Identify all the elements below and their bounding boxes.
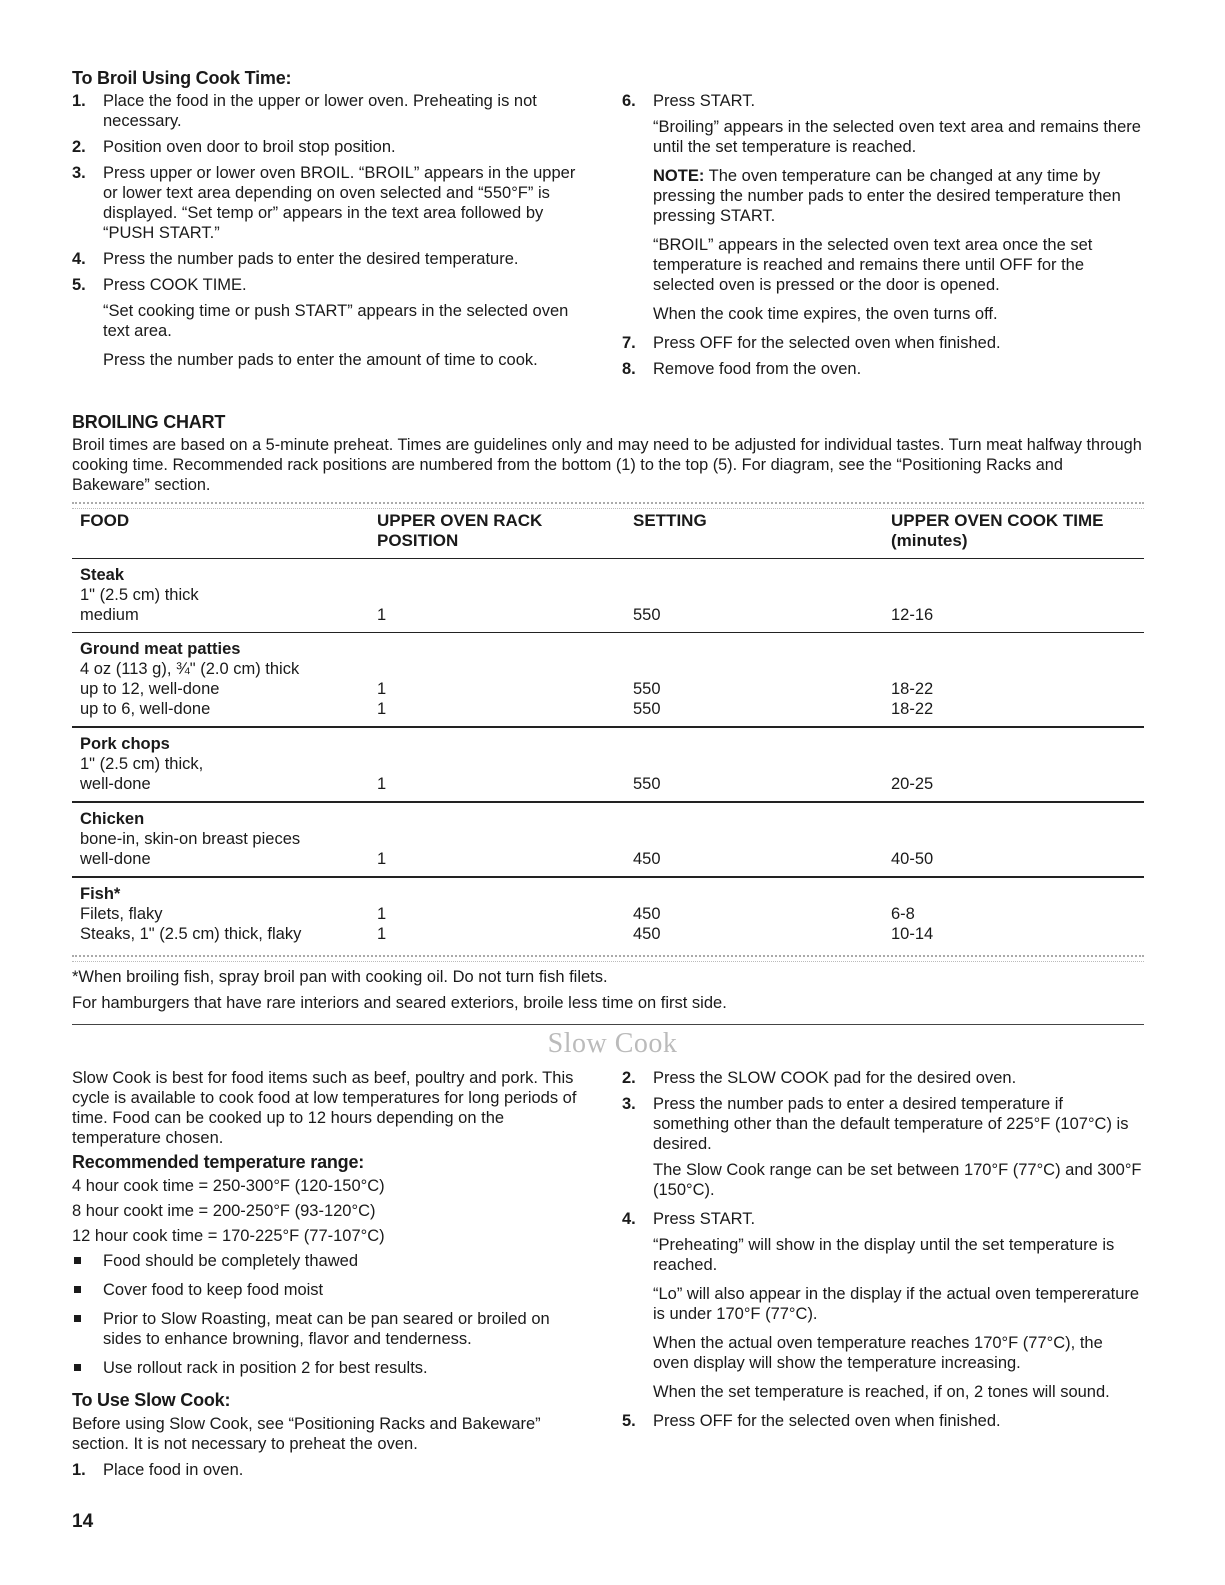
table-cell-time: 40-50 bbox=[891, 850, 934, 868]
step-text: Place the food in the upper or lower oven. Preheating is not necessary. bbox=[103, 92, 537, 130]
step-item bbox=[72, 91, 582, 131]
bullet-list bbox=[72, 1251, 592, 1378]
bullet-square-icon bbox=[74, 1257, 81, 1264]
bullet-text: Use rollout rack in position 2 for best results. bbox=[103, 1359, 428, 1377]
broil-cook-time-left bbox=[72, 68, 582, 379]
bullet-item bbox=[72, 1309, 592, 1349]
table-cell-time: 20-25 bbox=[891, 775, 934, 793]
table-row bbox=[72, 633, 1144, 660]
chart-heading: BROILING CHART bbox=[72, 412, 226, 432]
step-number: 3. bbox=[72, 164, 86, 182]
food-group-name bbox=[72, 877, 1144, 904]
step-item bbox=[72, 163, 582, 243]
range-item: 4 hour cook time = 250-300°F (120-150°C) bbox=[72, 1177, 385, 1195]
step-text: Press the number pads to enter the desired temperature. bbox=[103, 250, 519, 268]
note-paragraph bbox=[653, 166, 1142, 226]
table-cell-time: 18-22 bbox=[891, 700, 934, 718]
step-text: Press OFF for the selected oven when finished. bbox=[653, 334, 1001, 352]
step-number: 2. bbox=[622, 1069, 636, 1087]
step-note: “Lo” will also appear in the display if the actual oven tempererature is under 170°F (77°C). bbox=[653, 1285, 1140, 1323]
step-text: Press START. bbox=[653, 92, 756, 110]
table-cell-setting: 550 bbox=[633, 680, 661, 698]
step-text: Press OFF for the selected oven when finished. bbox=[653, 1412, 1001, 1430]
step-item bbox=[72, 1460, 592, 1480]
table-cell-food: 1" (2.5 cm) thick bbox=[80, 586, 199, 604]
chart-footnote: For hamburgers that have rare interiors and seared exteriors, broile less time on first side. bbox=[72, 994, 727, 1012]
bullet-text: Food should be completely thawed bbox=[103, 1252, 358, 1270]
table-cell-rack: 1 bbox=[377, 775, 387, 793]
table-cell-rack: 1 bbox=[377, 925, 387, 943]
table-cell-time: 10-14 bbox=[891, 925, 934, 943]
use-heading: To Use Slow Cook: bbox=[72, 1390, 231, 1410]
table-cell-setting: 550 bbox=[633, 606, 661, 624]
table-cell-food: well-done bbox=[80, 850, 151, 868]
range-item: 8 hour cookt ime = 200-250°F (93-120°C) bbox=[72, 1202, 376, 1220]
use-intro: Before using Slow Cook, see “Positioning Racks and Bakeware” section. It is not necessary to preheat the oven. bbox=[72, 1415, 541, 1453]
broiling-table bbox=[72, 509, 1144, 951]
table-row bbox=[72, 727, 1144, 754]
table-cell-food: Filets, flaky bbox=[80, 905, 163, 923]
broil-cook-time-right bbox=[622, 91, 1142, 385]
slow-cook-intro: Slow Cook is best for food items such as beef, poultry and pork. This cycle is available to cook food at low temperatures for long periods of time. Food can be cooked up to 12 hours depending on the temperature chosen. bbox=[72, 1069, 577, 1147]
step-note: Press the number pads to enter the amount of time to cook. bbox=[103, 351, 538, 369]
food-group-label: Fish* bbox=[80, 885, 121, 903]
chart-intro: Broil times are based on a 5-minute preheat. Times are guidelines only and may need to be adjusted for individual tastes. Turn meat halfway through cooking time. Recommended rack positions are numbered from the bottom (1) to the top (5). For diagram, see the “Positioning Racks and Bakeware” section. bbox=[72, 436, 1142, 494]
section-divider bbox=[72, 1024, 1144, 1025]
step-number: 2. bbox=[72, 138, 86, 156]
table-cell-setting: 550 bbox=[633, 700, 661, 718]
table-row bbox=[72, 585, 1144, 605]
step-item bbox=[622, 91, 1142, 111]
step-list bbox=[72, 91, 582, 295]
step-item bbox=[72, 137, 582, 157]
table-row bbox=[72, 877, 1144, 904]
step-item bbox=[622, 1068, 1142, 1088]
step-note: “Set cooking time or push START” appears in the selected oven text area. bbox=[103, 302, 569, 340]
step-text: Remove food from the oven. bbox=[653, 360, 862, 378]
table-cell-time bbox=[883, 585, 1144, 605]
table-cell-rack bbox=[369, 585, 625, 605]
table-cell-setting bbox=[625, 585, 883, 605]
slow-cook-right bbox=[622, 1068, 1142, 1437]
table-row bbox=[72, 904, 1144, 924]
table-row bbox=[72, 754, 1144, 774]
table-body bbox=[72, 559, 1144, 952]
food-group-label: Chicken bbox=[80, 810, 145, 828]
note-label: NOTE: bbox=[653, 167, 705, 185]
step-number: 1. bbox=[72, 92, 86, 110]
table-row bbox=[72, 659, 1144, 679]
chart-footnote: *When broiling fish, spray broil pan with cooking oil. Do not turn fish filets. bbox=[72, 968, 608, 986]
table-cell-time: 6-8 bbox=[891, 905, 915, 923]
bullet-square-icon bbox=[74, 1364, 81, 1371]
table-cell-setting bbox=[625, 754, 883, 774]
food-group-name bbox=[72, 633, 1144, 660]
table-cell-time: 12-16 bbox=[891, 606, 934, 624]
table-header-row bbox=[72, 509, 1144, 559]
table-cell-rack: 1 bbox=[377, 680, 387, 698]
table-row bbox=[72, 774, 1144, 802]
table-row bbox=[72, 802, 1144, 829]
food-group-name bbox=[72, 727, 1144, 754]
food-group-label: Ground meat patties bbox=[80, 640, 241, 658]
table-cell-food: bone-in, skin-on breast pieces bbox=[80, 830, 301, 848]
step-number: 1. bbox=[72, 1461, 86, 1479]
step-number: 3. bbox=[622, 1095, 636, 1113]
table-cell-rack bbox=[369, 659, 625, 679]
table-row bbox=[72, 849, 1144, 877]
step-text: Place food in oven. bbox=[103, 1461, 244, 1479]
bullet-square-icon bbox=[74, 1315, 81, 1322]
table-cell-setting bbox=[625, 829, 883, 849]
step-item bbox=[622, 333, 1142, 353]
bullet-item bbox=[72, 1358, 592, 1378]
table-cell-setting: 450 bbox=[633, 925, 661, 943]
table-cell-food: Steaks, 1" (2.5 cm) thick, flaky bbox=[80, 925, 302, 943]
step-text: Press upper or lower oven BROIL. “BROIL” appears in the upper or lower text area depending on oven selected and “550°F” is displayed. “Set temp or” appears in the text area followed by “PUSH START.” bbox=[103, 164, 576, 242]
table-row bbox=[72, 699, 1144, 727]
step-note: When the set temperature is reached, if on, 2 tones will sound. bbox=[653, 1383, 1110, 1401]
step-item bbox=[622, 1411, 1142, 1431]
step-note: “BROIL” appears in the selected oven text area once the set temperature is reached and remains there until OFF for the selected oven is pressed or the door is opened. bbox=[653, 236, 1093, 294]
column-header-rack: UPPER OVEN RACK POSITION bbox=[377, 511, 543, 550]
table-cell-food: well-done bbox=[80, 775, 151, 793]
broiling-chart-section bbox=[72, 412, 1144, 1025]
table-row bbox=[72, 559, 1144, 586]
step-item bbox=[622, 1209, 1142, 1229]
range-list bbox=[72, 1176, 592, 1246]
step-item bbox=[72, 249, 582, 269]
range-item: 12 hour cook time = 170-225°F (77-107°C) bbox=[72, 1227, 385, 1245]
step-number: 7. bbox=[622, 334, 636, 352]
bullet-item bbox=[72, 1280, 592, 1300]
step-note: When the actual oven temperature reaches 170°F (77°C), the oven display will show the temperature increasing. bbox=[653, 1334, 1103, 1372]
table-row bbox=[72, 679, 1144, 699]
table-cell-food: 1" (2.5 cm) thick, bbox=[80, 755, 204, 773]
note-text: The oven temperature can be changed at any time by pressing the number pads to enter the desired temperature then pressing START. bbox=[653, 167, 1121, 225]
table-cell-rack: 1 bbox=[377, 700, 387, 718]
food-group-label: Pork chops bbox=[80, 735, 170, 753]
step-note: The Slow Cook range can be set between 170°F (77°C) and 300°F (150°C). bbox=[653, 1161, 1142, 1199]
table-cell-rack: 1 bbox=[377, 850, 387, 868]
table-cell-setting: 550 bbox=[633, 775, 661, 793]
step-number: 4. bbox=[622, 1210, 636, 1228]
food-group-name bbox=[72, 559, 1144, 586]
slow-cook-title: Slow Cook bbox=[547, 1028, 678, 1059]
table-row bbox=[72, 829, 1144, 849]
table-cell-food: 4 oz (113 g), ¾" (2.0 cm) thick bbox=[80, 660, 300, 678]
table-cell-food: up to 6, well-done bbox=[80, 700, 211, 718]
step-item bbox=[72, 275, 582, 295]
step-text: Press COOK TIME. bbox=[103, 276, 247, 294]
bullet-text: Cover food to keep food moist bbox=[103, 1281, 324, 1299]
table-cell-food: medium bbox=[80, 606, 139, 624]
column-header-food: FOOD bbox=[80, 511, 130, 530]
table-cell-rack: 1 bbox=[377, 905, 387, 923]
table-cell-food: up to 12, well-done bbox=[80, 680, 220, 698]
step-item bbox=[622, 359, 1142, 379]
slow-cook-left bbox=[72, 1068, 592, 1486]
column-header-setting: SETTING bbox=[633, 511, 707, 530]
food-group-label: Steak bbox=[80, 566, 125, 584]
table-cell-rack bbox=[369, 754, 625, 774]
page-number: 14 bbox=[72, 1511, 94, 1532]
table-cell-time: 18-22 bbox=[891, 680, 934, 698]
bullet-square-icon bbox=[74, 1286, 81, 1293]
step-note: “Broiling” appears in the selected oven text area and remains there until the set temperature is reached. bbox=[653, 118, 1141, 156]
step-number: 5. bbox=[622, 1412, 636, 1430]
step-text: Press the number pads to enter a desired temperature if something other than the default temperature of 225°F (107°C) is desired. bbox=[653, 1095, 1129, 1153]
table-row bbox=[72, 605, 1144, 633]
bullet-text: Prior to Slow Roasting, meat can be pan seared or broiled on sides to enhance browning, flavor and tenderness. bbox=[103, 1310, 550, 1348]
step-number: 4. bbox=[72, 250, 86, 268]
food-group-name bbox=[72, 802, 1144, 829]
table-cell-rack bbox=[369, 829, 625, 849]
step-text: Position oven door to broil stop position. bbox=[103, 138, 396, 156]
table-cell-time bbox=[883, 754, 1144, 774]
chart-top-border bbox=[72, 502, 1144, 509]
table-cell-setting bbox=[625, 659, 883, 679]
table-cell-time bbox=[883, 659, 1144, 679]
step-item bbox=[622, 1094, 1142, 1154]
range-heading: Recommended temperature range: bbox=[72, 1152, 365, 1172]
table-cell-time bbox=[883, 829, 1144, 849]
table-cell-setting: 450 bbox=[633, 850, 661, 868]
step-number: 5. bbox=[72, 276, 86, 294]
step-text: Press START. bbox=[653, 1210, 756, 1228]
step-number: 8. bbox=[622, 360, 636, 378]
table-cell-rack: 1 bbox=[377, 606, 387, 624]
column-header-time: UPPER OVEN COOK TIME (minutes) bbox=[891, 511, 1104, 550]
table-row bbox=[72, 924, 1144, 951]
bullet-item bbox=[72, 1251, 592, 1271]
step-note: When the cook time expires, the oven turns off. bbox=[653, 305, 998, 323]
section-heading: To Broil Using Cook Time: bbox=[72, 68, 292, 88]
step-number: 6. bbox=[622, 92, 636, 110]
chart-bottom-border bbox=[72, 955, 1144, 962]
table-cell-setting: 450 bbox=[633, 905, 661, 923]
step-note: “Preheating” will show in the display until the set temperature is reached. bbox=[653, 1236, 1115, 1274]
step-text: Press the SLOW COOK pad for the desired oven. bbox=[653, 1069, 1017, 1087]
